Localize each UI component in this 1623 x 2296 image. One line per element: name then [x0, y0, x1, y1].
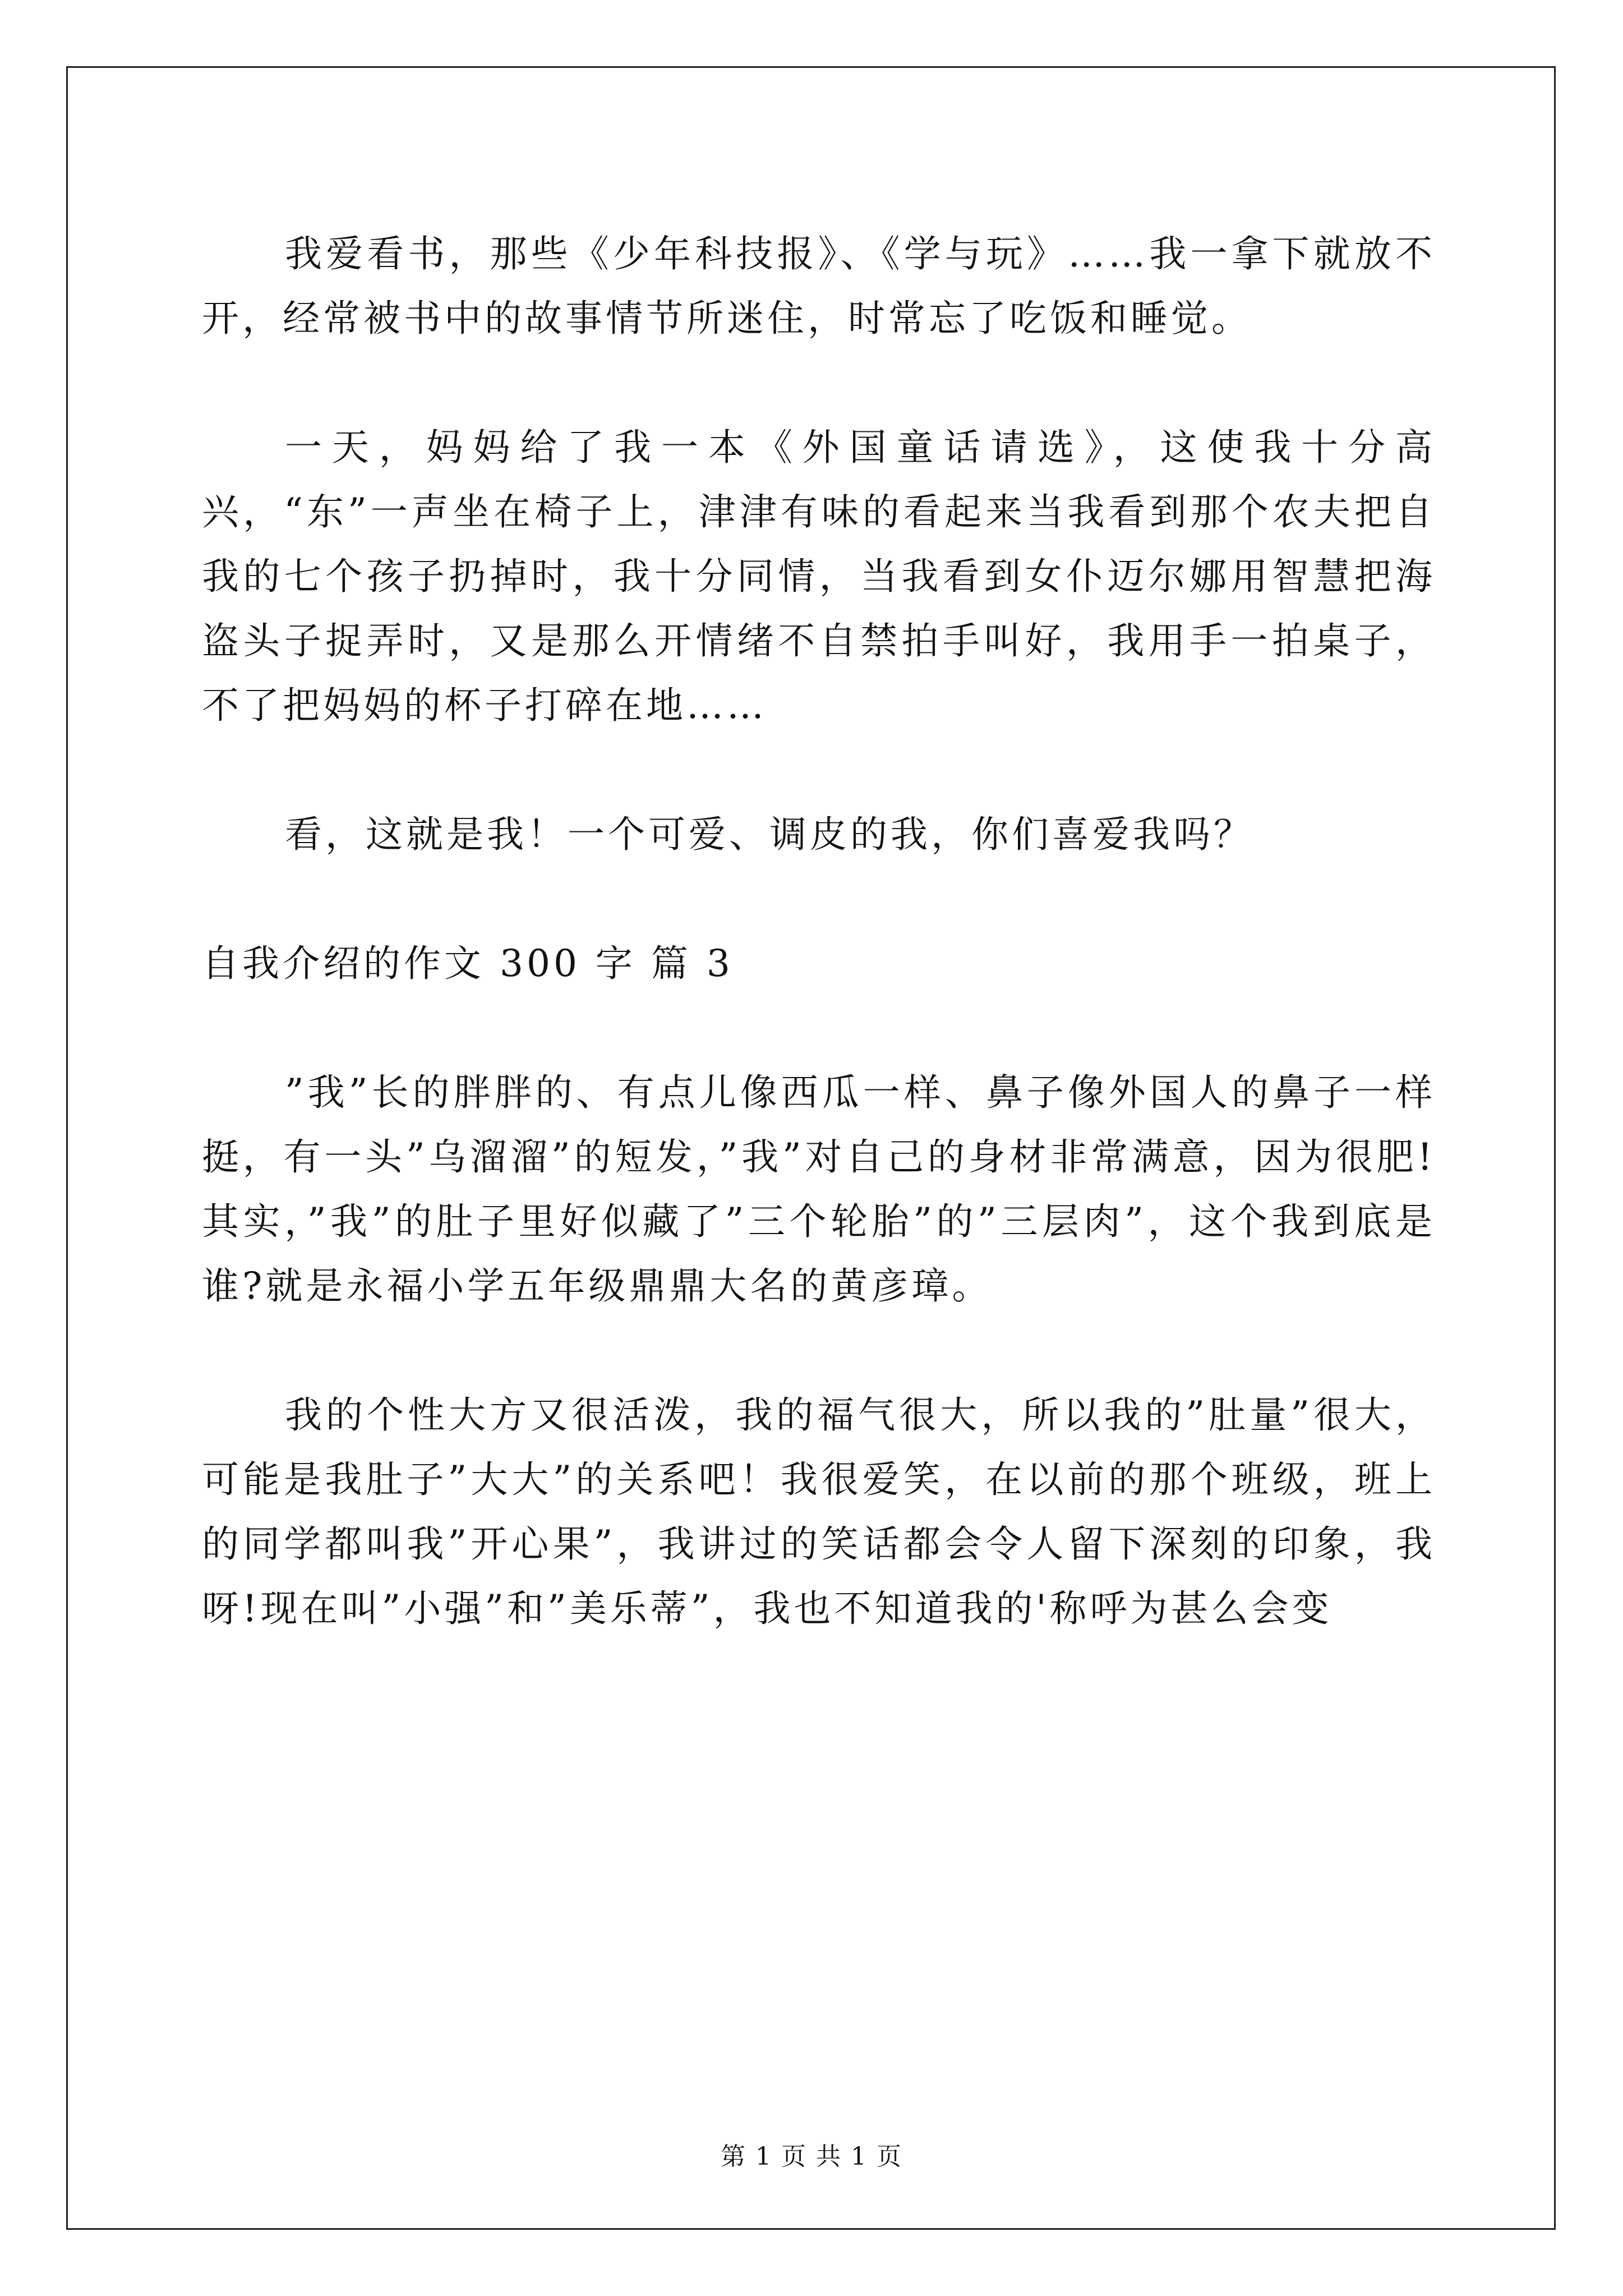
paragraph-personality: 我的个性大方又很活泼，我的福气很大，所以我的”肚量”很大，可能是我肚子”大大”的关系吧！我很爱笑，在以前的那个班级，班上的同学都叫我”开心果”，我讲过的笑话都会令人留下深刻的印象，我呀!现在叫”小强”和”美乐蒂”，我也不知道我的'称呼为甚么会变 — [202, 1393, 1436, 1630]
paragraph-appearance: ”我”长的胖胖的、有点儿像西瓜一样、鼻子像外国人的鼻子一样挺，有一头”乌溜溜”的短发，”我”对自己的身材非常满意，因为很肥!其实，”我”的肚子里好似藏了”三个轮胎”的”三层肉”，这个我到底是谁?就是永福小学五年级鼎鼎大名的黄彦璋。 — [202, 1071, 1436, 1308]
paragraph-fairy-tale-story: 一天，妈妈给了我一本《外国童话请选》，这使我十分高兴，“东”一声坐在椅子上，津津有味的看起来当我看到那个农夫把自我的七个孩子扔掉时，我十分同情，当我看到女仆迈尔娜用智慧把海盗头子捉弄时，又是那么开情绪不自禁拍手叫好，我用手一拍桌子，不了把妈妈的杯子打碎在地…… — [202, 426, 1436, 727]
section-heading: 自我介绍的作文 300 字 篇 3 — [202, 942, 734, 985]
paragraph-reading: 我爱看书，那些《少年科技报》、《学与玩》……我一拿下就放不开，经常被书中的故事情节所迷住，时常忘了吃饭和睡觉。 — [202, 232, 1436, 340]
paragraph-conclusion: 看，这就是我！一个可爱、调皮的我，你们喜爱我吗？ — [285, 813, 1254, 856]
document-body — [202, 222, 1436, 1705]
page-number-footer: 第 1 页 共 1 页 — [721, 2142, 902, 2171]
